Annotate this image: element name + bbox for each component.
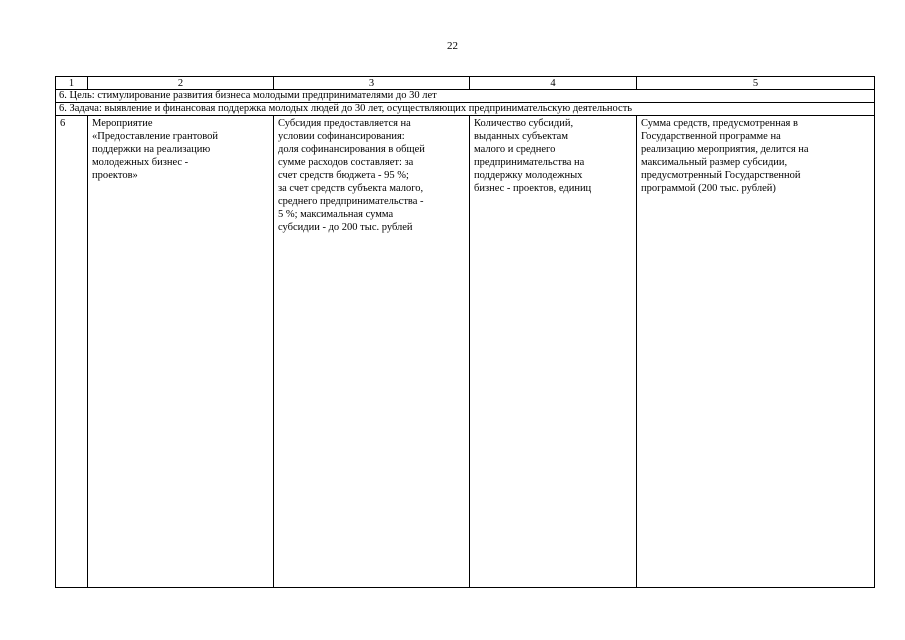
- indicator-table: [55, 76, 875, 588]
- indicator-line: выданных субъектам: [474, 131, 568, 142]
- table-header-row: [56, 77, 875, 90]
- indicator-line: предпринимательства на: [474, 157, 585, 168]
- conditions-line: доля софинансирования в общей: [278, 144, 425, 155]
- measure-description-cell: [88, 116, 274, 588]
- indicator-line: малого и среднего: [474, 144, 556, 155]
- calculation-method-cell: [637, 116, 875, 588]
- method-line: предусмотренный Государственной: [641, 170, 801, 181]
- conditions-line: 5 %; максимальная сумма: [278, 209, 394, 220]
- method-line: Государственной программе на: [641, 131, 781, 142]
- conditions-line: счет средств бюджета - 95 %;: [278, 170, 409, 181]
- conditions-line: сумме расходов составляет: за: [278, 157, 414, 168]
- indicator-line: Количество субсидий,: [474, 118, 574, 129]
- measure-line: «Предоставление грантовой: [92, 131, 219, 142]
- table-row: [56, 116, 875, 588]
- indicator-cell: [470, 116, 637, 588]
- method-line: реализацию мероприятия, делится на: [641, 144, 809, 155]
- conditions-line: среднего предпринимательства -: [278, 196, 424, 207]
- indicator-line: бизнес - проектов, единиц: [474, 183, 592, 194]
- measure-line: молодежных бизнес -: [92, 157, 189, 168]
- task-text: 6. Задача: выявление и финансовая поддержка молодых людей до 30 лет, осуществляющих предпринимательскую деятельность: [56, 103, 875, 116]
- method-line: программой (200 тыс. рублей): [641, 183, 776, 194]
- conditions-line: условии софинансирования:: [278, 131, 405, 142]
- goal-text: 6. Цель: стимулирование развития бизнеса молодыми предпринимателями до 30 лет: [56, 90, 875, 103]
- goal-row: [56, 90, 875, 103]
- conditions-line: за счет средств субъекта малого,: [278, 183, 424, 194]
- method-line: Сумма средств, предусмотренная в: [641, 118, 798, 129]
- page-number: 22: [447, 40, 458, 52]
- column-header-4: 4: [470, 77, 637, 90]
- subsidy-conditions-cell: [274, 116, 470, 588]
- method-line: максимальный размер субсидии,: [641, 157, 788, 168]
- column-header-3: 3: [274, 77, 470, 90]
- measure-line: Мероприятие: [92, 118, 153, 129]
- column-header-2: 2: [88, 77, 274, 90]
- conditions-line: субсидии - до 200 тыс. рублей: [278, 222, 413, 233]
- conditions-line: Субсидия предоставляется на: [278, 118, 411, 129]
- column-header-1: 1: [56, 77, 88, 90]
- measure-line: проектов»: [92, 170, 138, 181]
- row-number: 6: [56, 116, 88, 588]
- task-row: [56, 103, 875, 116]
- measure-line: поддержки на реализацию: [92, 144, 211, 155]
- indicator-line: поддержку молодежных: [474, 170, 583, 181]
- column-header-5: 5: [637, 77, 875, 90]
